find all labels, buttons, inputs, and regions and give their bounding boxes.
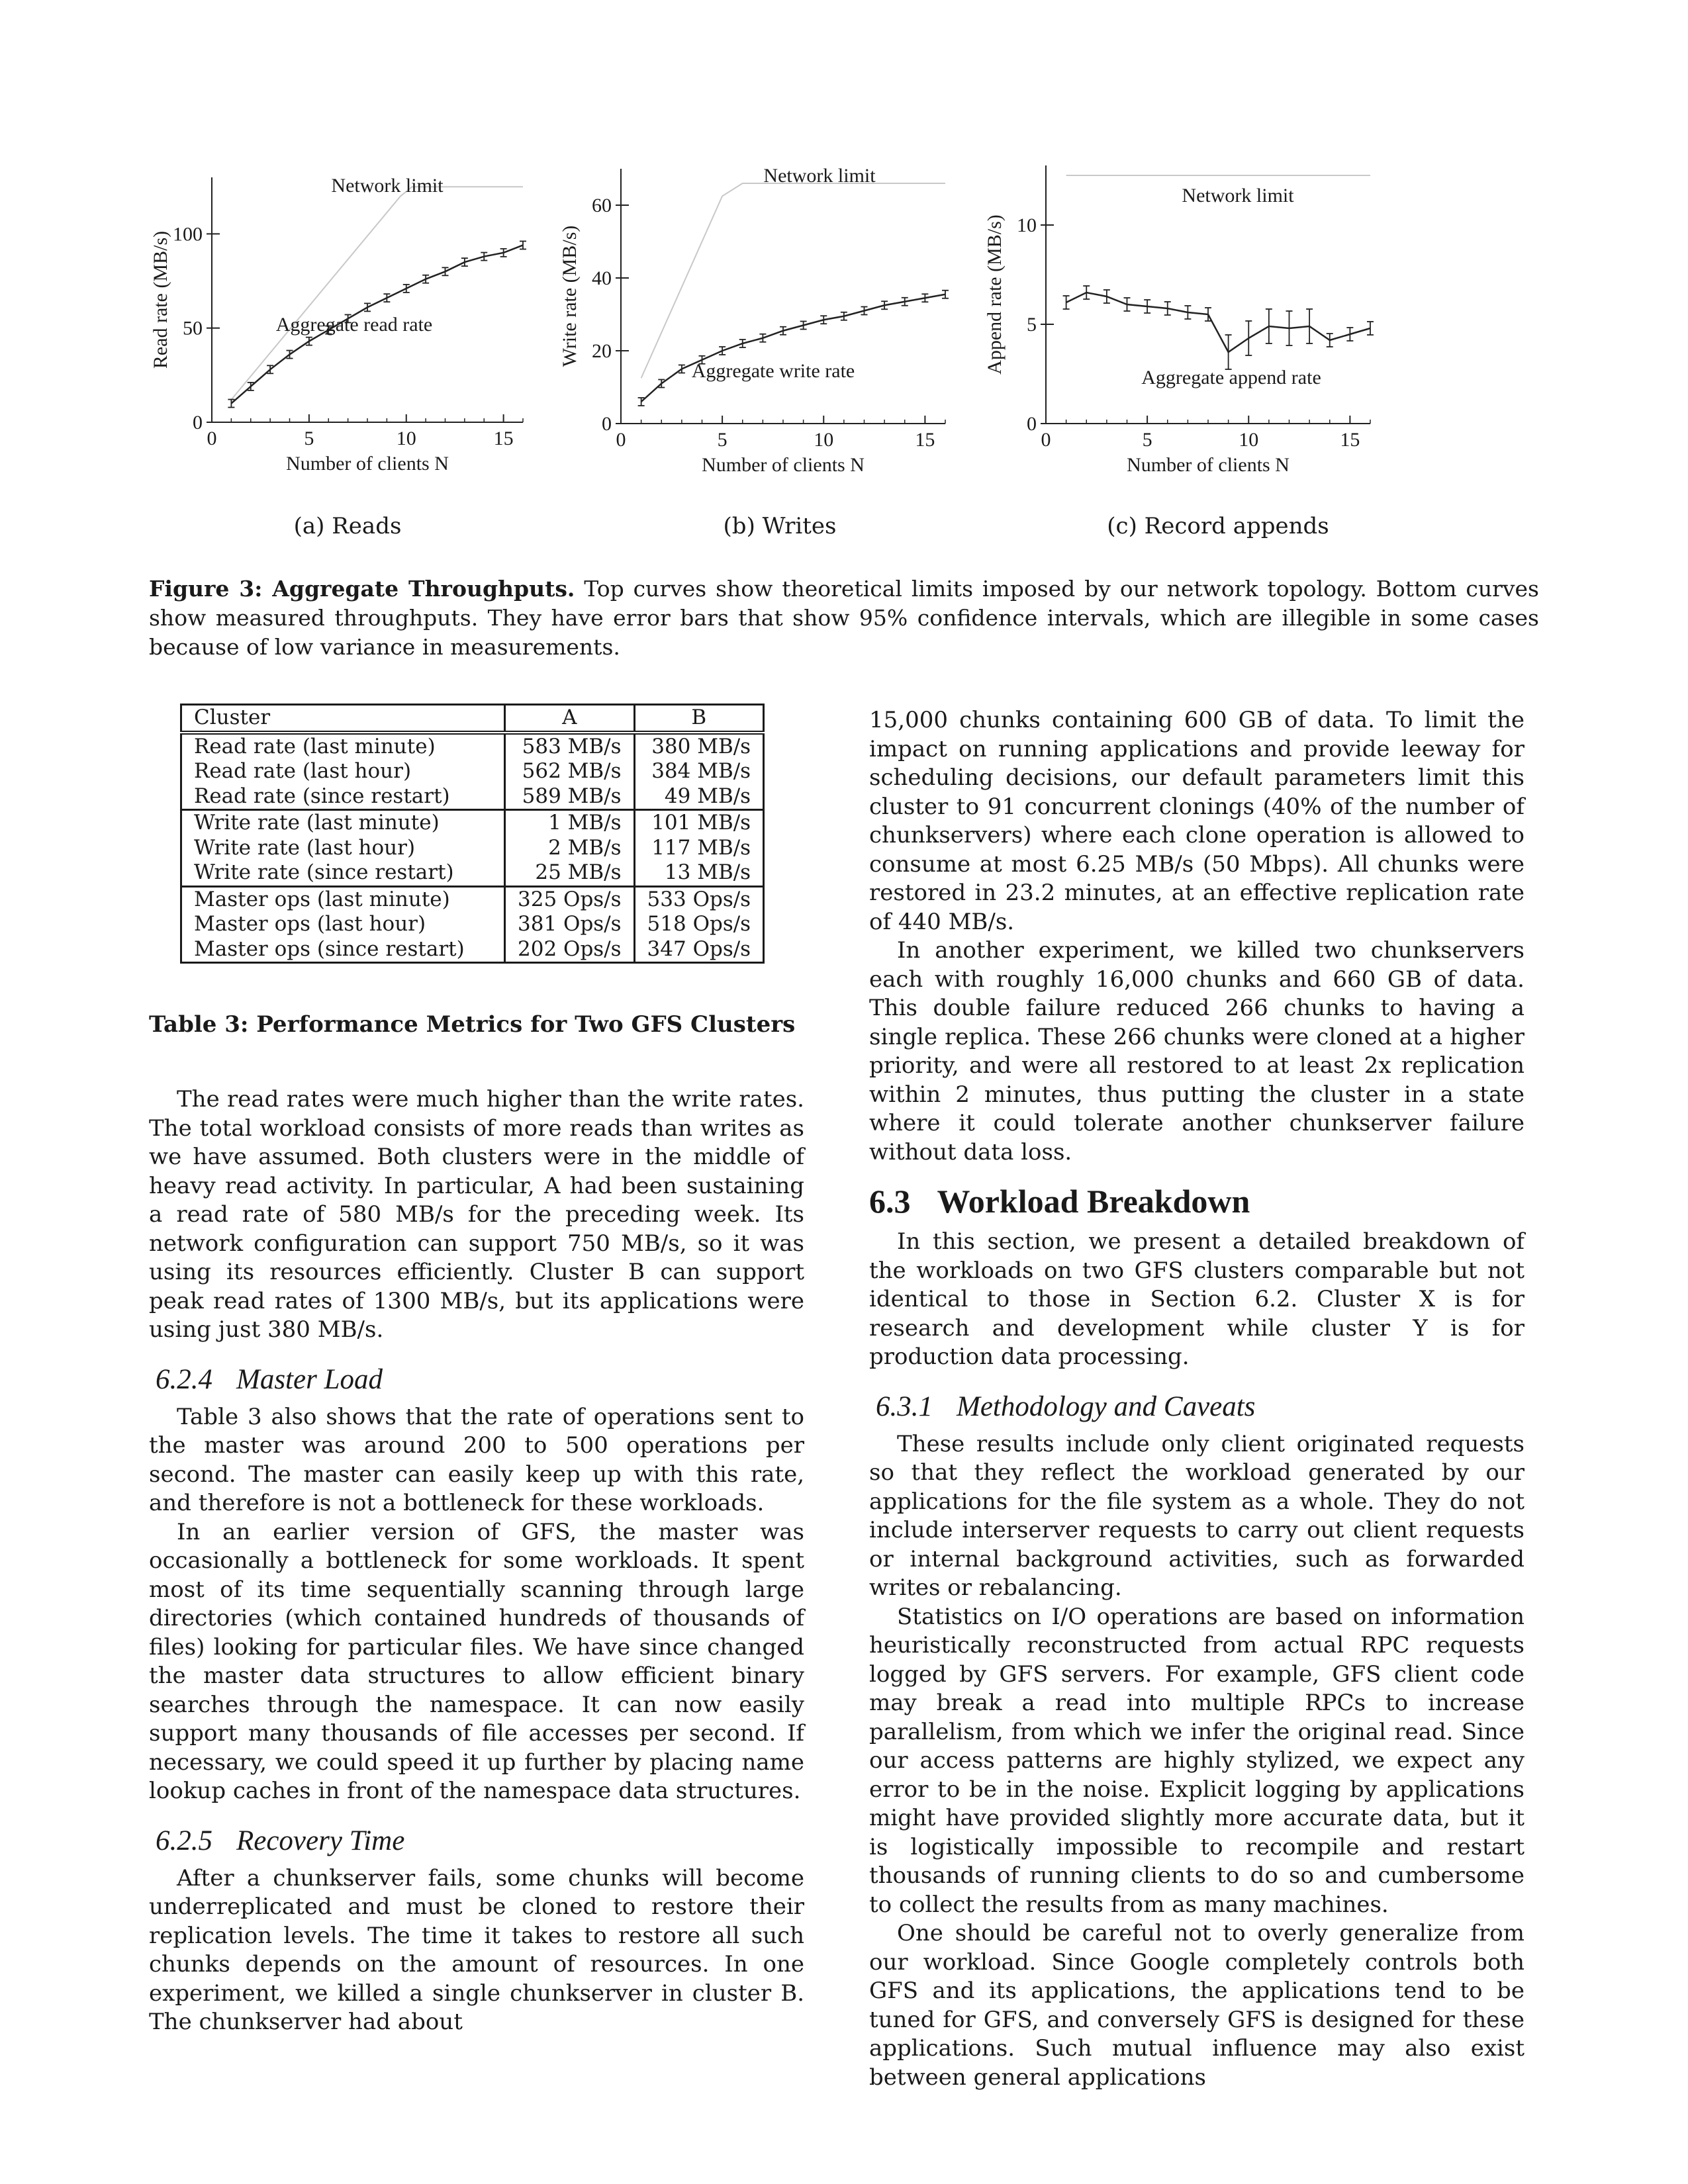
y-axis-label: Write rate (MB/s) [559, 225, 581, 367]
figure-appends [980, 132, 1403, 543]
network-limit-label: Network limit [763, 165, 876, 187]
table-row [181, 937, 764, 963]
network-limit-label: Network limit [1182, 185, 1294, 206]
x-tick-label: 10 [814, 429, 834, 451]
x-tick-label: 10 [396, 428, 416, 449]
table-cell-b: 101 MB/s [634, 810, 764, 836]
y-tick-label: 5 [1027, 314, 1037, 336]
table-row [181, 912, 764, 937]
chart-reads [136, 132, 559, 543]
aggregate-rate-line [641, 295, 945, 402]
left-column [149, 1085, 804, 2037]
y-tick-label: 20 [592, 340, 612, 362]
table-cell-a: 2 MB/s [505, 836, 635, 861]
table-row [181, 733, 764, 760]
x-tick-label: 15 [493, 428, 514, 449]
right-column [869, 706, 1524, 2092]
table-cell-b: 13 MB/s [634, 860, 764, 886]
table-cell-b: 380 MB/s [634, 733, 764, 760]
table-cell-a: 1 MB/s [505, 810, 635, 836]
x-tick-label: 5 [717, 429, 727, 451]
table-row [181, 810, 764, 836]
table-cell-metric: Read rate (last hour) [181, 759, 505, 784]
table-cell-a: 583 MB/s [505, 733, 635, 760]
paragraph: In another experiment, we killed two chunkservers each with roughly 16,000 chunks and 660 GB of data. This double failure reduced 266 chunks to having a single replica. These 266 chunks were cloned at a higher priority, and were all restored to at least 2x replication within 2 minutes, thus putting the cluster in a state where it could tolerate another chunkserver failure without data loss. [869, 937, 1524, 1165]
table-cell-metric: Master ops (last hour) [181, 912, 505, 937]
section-number: 6.3.1 [876, 1390, 933, 1422]
figure-reads [136, 132, 559, 543]
paragraph: One should be careful not to overly generalize from our workload. Since Google completely controls both GFS and its applications, the applications tend to be tuned for GFS, and conversely GFS is designed for these applications. Such mutual influence may also exist between general applications [869, 1920, 1524, 2091]
paragraph: Statistics on I/O operations are based on information heuristically reconstructed from actual RPC requests logged by GFS servers. For example, GFS client code may break a read into multiple RPCs to increase parallelism, from which we infer the original read. Since our access patterns are highly stylized, we expect any error to be in the noise. Explicit logging by applications might have provided slightly more accurate data, but it is logistically impossible to recompile and restart thousands of running clients to do so and cumbersome to collect the results from as many machines. [869, 1603, 1524, 1918]
section-title: Workload Breakdown [937, 1183, 1250, 1220]
x-tick-label: 0 [207, 428, 217, 449]
table-cell-b: 347 Ops/s [634, 937, 764, 963]
metrics-table [180, 704, 765, 964]
y-tick-label: 0 [602, 413, 612, 435]
x-tick-label: 5 [1142, 429, 1152, 451]
table-cell-metric: Master ops (last minute) [181, 886, 505, 912]
paragraph: After a chunkserver fails, some chunks will become underreplicated and must be cloned to restore their replication levels. The time it takes to restore all such chunks depends on the amount of resources. In one experiment, we killed a single chunkserver in cluster B. The chunkserver had about [149, 1864, 804, 2035]
x-tick-label: 15 [915, 429, 935, 451]
table-cell-b: 117 MB/s [634, 836, 764, 861]
paragraph: These results include only client originated requests so that they reflect the workload generated by our applications for the file system as a whole. They do not include interserver requests to carry out client requests or internal background activities, such as forwarded writes or rebalancing. [869, 1430, 1524, 1601]
figure-appends-caption: (c) Record appends [1107, 513, 1329, 539]
table-cell-metric: Read rate (since restart) [181, 784, 505, 810]
x-axis-label: Number of clients N [286, 453, 449, 475]
paragraph: The read rates were much higher than the write rates. The total workload consists of more reads than writes as we have assumed. Both clusters were in the middle of heavy read activity. In particular, A had been sustaining a read rate of 580 MB/s for the preceding week. Its network configuration can support 750 MB/s, so it was using its resources efficiently. Cluster B can support peak read rates of 1300 MB/s, but its applications were using just 380 MB/s. [149, 1086, 804, 1343]
aggregate-rate-label: Aggregate append rate [1141, 367, 1321, 388]
network-limit-line [231, 187, 523, 400]
section-title: Master Load [236, 1363, 383, 1395]
table-cell-a: 325 Ops/s [505, 886, 635, 912]
y-tick-label: 50 [183, 317, 203, 340]
table-cell-metric: Read rate (last minute) [181, 733, 505, 760]
figure-writes [555, 132, 978, 543]
aggregate-rate-line [1066, 293, 1370, 352]
figure-caption-text: Top curves show theoretical limits imposed by our network topology. Bottom curves show measured throughputs. They have error bars that show 95% confidence intervals, which are illegible in some cases because of low variance in measurements. [149, 576, 1539, 660]
table-header-cluster: Cluster [181, 705, 505, 733]
section-number: 6.3 [869, 1183, 911, 1220]
section-title: Recovery Time [236, 1825, 405, 1856]
table-cell-a: 589 MB/s [505, 784, 635, 810]
table-row [181, 759, 764, 784]
y-axis-label: Append rate (MB/s) [984, 214, 1006, 375]
table-cell-metric: Write rate (last minute) [181, 810, 505, 836]
table-cell-b: 518 Ops/s [634, 912, 764, 937]
table-row [181, 836, 764, 861]
paragraph: In this section, we present a detailed breakdown of the workloads on two GFS clusters comparable but not identical to those in Section 6.2. Cluster X is for research and development while cluster Y is for production data processing. [869, 1228, 1524, 1370]
table-cell-metric: Write rate (last hour) [181, 836, 505, 861]
y-tick-label: 10 [1017, 214, 1037, 236]
figure-writes-caption: (b) Writes [723, 513, 837, 539]
section-heading-6-2-4 [156, 1363, 804, 1396]
y-tick-label: 60 [592, 195, 612, 216]
section-heading-6-3-1 [876, 1390, 1524, 1424]
section-heading-6-2-5 [156, 1825, 804, 1858]
y-tick-label: 100 [173, 223, 203, 246]
table-cell-a: 381 Ops/s [505, 912, 635, 937]
table-cell-a: 562 MB/s [505, 759, 635, 784]
table-caption: Table 3: Performance Metrics for Two GFS Clusters [149, 1011, 796, 1038]
table-header-row [181, 705, 764, 733]
paragraph: In an earlier version of GFS, the master was occasionally a bottleneck for some workloads. It spent most of its time sequentially scanning through large directories (which contained hundreds of thousands of files) looking for particular files. We have since changed the master data structures to allow efficient binary searches through the namespace. It can now easily support many thousands of file accesses per second. If necessary, we could speed it up further by placing name lookup caches in front of the namespace data structures. [149, 1518, 804, 1804]
table-cell-b: 384 MB/s [634, 759, 764, 784]
x-tick-label: 15 [1340, 429, 1360, 451]
network-limit-label: Network limit [331, 175, 444, 197]
y-axis-label: Read rate (MB/s) [150, 230, 171, 369]
figure-caption-label: Figure 3: Aggregate Throughputs. [149, 576, 575, 602]
x-tick-label: 5 [304, 428, 314, 449]
table-cell-b: 49 MB/s [634, 784, 764, 810]
paragraph: 15,000 chunks containing 600 GB of data. To limit the impact on running applications and provide leeway for scheduling decisions, our default parameters limit this cluster to 91 concurrent clonings (40% of the number of chunkservers) where each clone operation is allowed to consume at most 6.25 MB/s (50 Mbps). All chunks were restored in 23.2 minutes, at an effective replication rate of 440 MB/s. [869, 707, 1524, 935]
table-header-b: B [634, 705, 764, 733]
y-tick-label: 0 [193, 412, 203, 433]
table-body [181, 733, 764, 963]
table-cell-metric: Write rate (since restart) [181, 860, 505, 886]
figure-caption [149, 574, 1539, 662]
table-cell-b: 533 Ops/s [634, 886, 764, 912]
table-cell-metric: Master ops (since restart) [181, 937, 505, 963]
x-axis-label: Number of clients N [1127, 454, 1289, 476]
aggregate-rate-label: Aggregate read rate [275, 314, 433, 336]
y-tick-label: 0 [1027, 413, 1037, 435]
section-heading-6-3 [869, 1183, 1524, 1220]
paragraph: Table 3 also shows that the rate of operations sent to the master was around 200 to 500 operations per second. The master can easily keep up with this rate, and therefore is not a bottleneck for these workloads. [149, 1403, 804, 1516]
x-axis-label: Number of clients N [702, 454, 865, 476]
x-tick-label: 10 [1239, 429, 1259, 451]
section-number: 6.2.4 [156, 1363, 212, 1395]
section-number: 6.2.5 [156, 1825, 212, 1856]
table-row [181, 860, 764, 886]
x-tick-label: 0 [1041, 429, 1051, 451]
x-tick-label: 0 [616, 429, 626, 451]
table-cell-a: 202 Ops/s [505, 937, 635, 963]
chart-appends [980, 132, 1403, 543]
chart-writes [555, 132, 978, 543]
aggregate-rate-label: Aggregate write rate [691, 360, 855, 382]
table-header-a: A [505, 705, 635, 733]
table-row [181, 886, 764, 912]
section-title: Methodology and Caveats [957, 1390, 1256, 1422]
figure-reads-caption: (a) Reads [293, 513, 402, 539]
table-cell-a: 25 MB/s [505, 860, 635, 886]
network-limit-line [641, 183, 945, 378]
table-row [181, 784, 764, 810]
y-tick-label: 40 [592, 267, 612, 289]
